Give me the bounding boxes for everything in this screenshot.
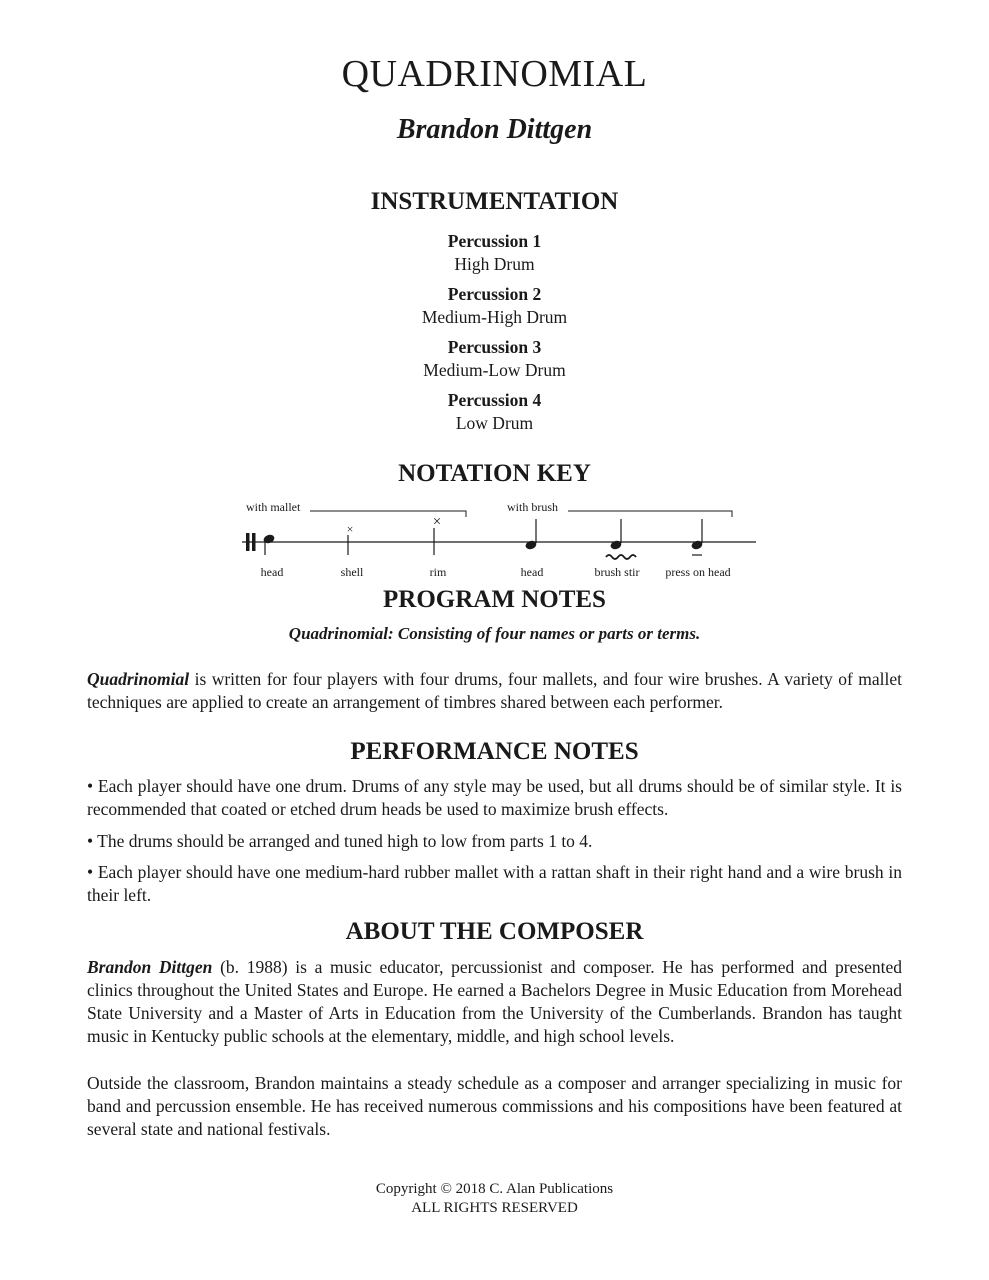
- rights-line: ALL RIGHTS RESERVED: [411, 1200, 578, 1216]
- instrument-entry: [0, 283, 989, 329]
- key-label: head: [260, 565, 284, 579]
- with-mallet-label: with mallet: [246, 500, 301, 514]
- note-head-mallet: [262, 533, 275, 555]
- part-instrument: Medium-High Drum: [421, 307, 568, 327]
- program-notes-subtitle: Quadrinomial: Consisting of four names or parts or terms.: [288, 624, 701, 643]
- instrument-entry: [0, 336, 989, 382]
- copyright-line: Copyright © 2018 C. Alan Publications: [375, 1181, 614, 1197]
- composer-name: Brandon Dittgen: [396, 114, 593, 145]
- program-notes-body: [87, 668, 902, 714]
- instrumentation-heading: INSTRUMENTATION: [370, 188, 619, 215]
- svg-text:×: ×: [346, 522, 354, 536]
- note-head-brush: [524, 519, 537, 551]
- key-label: shell: [340, 565, 364, 579]
- notation-key-staff: [230, 495, 760, 585]
- part-name: Percussion 1: [447, 231, 542, 251]
- note-brush-stir: [606, 519, 636, 559]
- part-name: Percussion 3: [447, 337, 542, 357]
- key-label: rim: [429, 565, 447, 579]
- program-notes-lead: Quadrinomial: [87, 669, 190, 689]
- part-name: Percussion 2: [447, 284, 542, 304]
- program-notes-text: is written for four players with four drums, four mallets, and four wire brushes. A variety of mallet techniques are applied to create an arrangement of timbres shared between each performer.: [87, 669, 902, 712]
- performance-note-item: • Each player should have one medium-hard rubber mallet with a rattan shaft in their right hand and a wire brush in their left.: [87, 862, 902, 905]
- about-composer-paragraph-2: Outside the classroom, Brandon maintains a steady schedule as a composer and arranger specializing in music for band and percussion ensemble. He has received numerous commissions and his compositions have been featured at several state and national festivals.: [87, 1073, 902, 1139]
- part-name: Percussion 4: [447, 390, 542, 410]
- program-notes-heading: PROGRAM NOTES: [383, 586, 606, 613]
- key-label: head: [520, 565, 544, 579]
- instrument-entry: [0, 389, 989, 435]
- brush-stir-wave-icon: [606, 555, 636, 559]
- about-lead: Brandon Dittgen: [87, 957, 213, 977]
- part-instrument: Low Drum: [455, 413, 534, 433]
- note-press-on-head: [690, 519, 703, 555]
- svg-text:×: ×: [432, 514, 442, 530]
- notation-key-heading: NOTATION KEY: [398, 460, 591, 487]
- about-composer-heading: ABOUT THE COMPOSER: [345, 918, 644, 945]
- mallet-bracket: [310, 511, 466, 517]
- performance-note-item: • Each player should have one drum. Drums of any style may be used, but all drums should be of similar style. It is recommended that coated or etched drum heads be used to maximize brush effects.: [87, 776, 902, 819]
- with-brush-label: with brush: [507, 500, 558, 514]
- instrumentation-list: [0, 230, 989, 442]
- about-text: (b. 1988) is a music educator, percussionist and composer. He has performed and presented clinics throughout the United States and Europe. He earned a Bachelors Degree in Music Education from Morehead State University and a Master of Arts in Education from the University of the Cumberlands. Brandon has taught music in Kentucky public schools at the elementary, middle, and high school levels.: [87, 957, 902, 1046]
- piece-title: QUADRINOMIAL: [341, 53, 648, 95]
- about-composer-paragraph: [87, 956, 902, 1048]
- performance-notes-heading: PERFORMANCE NOTES: [350, 738, 639, 765]
- key-label: brush stir: [594, 565, 640, 579]
- brush-bracket: [568, 511, 732, 517]
- key-label: press on head: [665, 565, 731, 579]
- note-rim: [433, 514, 441, 555]
- note-shell: [347, 522, 354, 555]
- copyright-footer: [0, 1180, 989, 1218]
- performance-note-item: • The drums should be arranged and tuned high to low from parts 1 to 4.: [87, 831, 593, 851]
- part-instrument: Medium-Low Drum: [423, 360, 566, 380]
- part-instrument: High Drum: [454, 254, 535, 274]
- instrument-entry: [0, 230, 989, 276]
